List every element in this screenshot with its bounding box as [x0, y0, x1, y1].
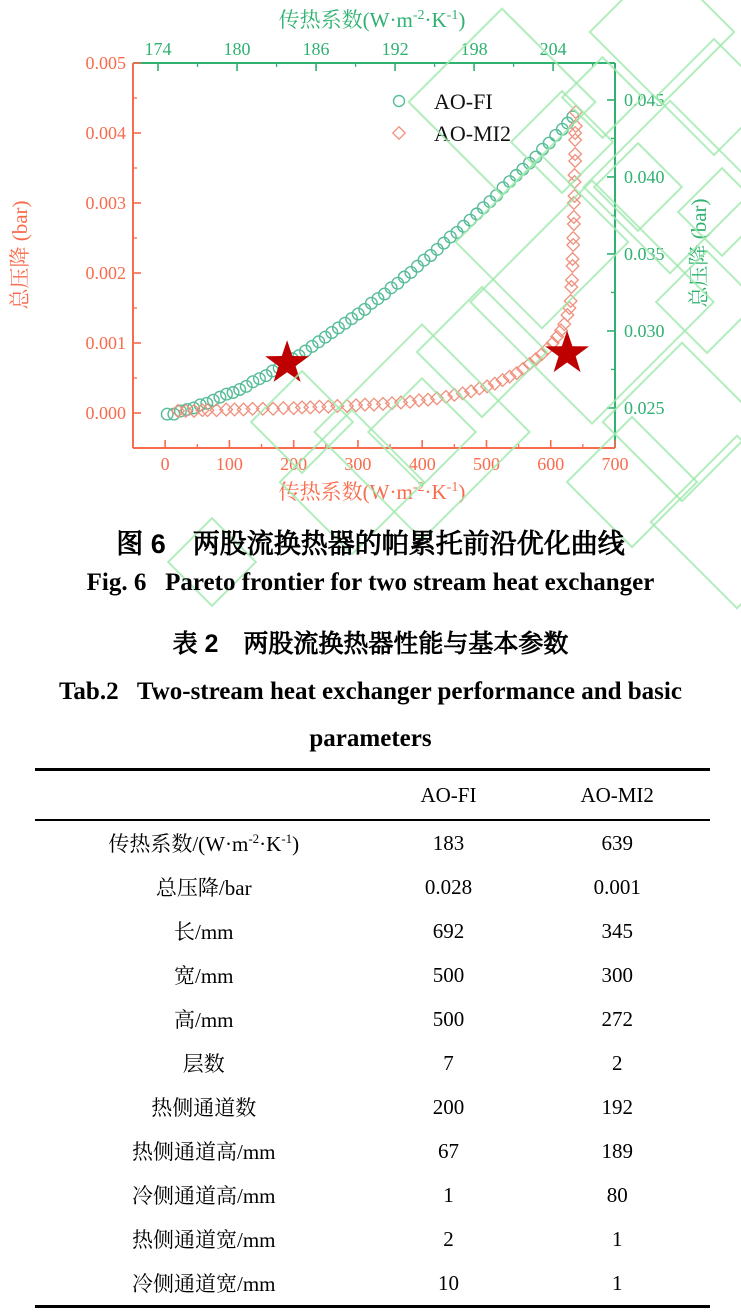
table-row	[35, 865, 710, 909]
cell-value: 500	[432, 1006, 465, 1031]
svg-text:0: 0	[160, 454, 170, 474]
cell-value: 0.001	[593, 874, 641, 899]
table-caption-en-line1: Tab.2 Two-stream heat exchanger performance and basic	[59, 678, 682, 705]
cell-value: 189	[601, 1138, 633, 1163]
row-label: 热侧通道数	[151, 1096, 257, 1120]
right-axis-title: 总压降 (bar)	[687, 198, 711, 308]
figure-caption-en: Fig. 6 Pareto frontier for two stream heat exchanger	[86, 569, 655, 596]
svg-text:0.004: 0.004	[85, 123, 126, 143]
svg-text:0.040: 0.040	[624, 166, 665, 187]
cell-value: 1	[443, 1182, 454, 1207]
bottom-axis-title: 传热系数$(W\cdot m^{-2}\cdot K^{-1})$	[278, 480, 466, 504]
row-label: 热侧通道宽/mm	[131, 1228, 276, 1252]
table-row	[35, 1129, 710, 1173]
cell-value: 272	[601, 1006, 633, 1031]
cell-value: 2	[443, 1226, 454, 1251]
cell-value: 639	[601, 830, 633, 855]
svg-text:200: 200	[280, 454, 308, 474]
cell-value: 80	[606, 1182, 628, 1207]
svg-text:0.003: 0.003	[85, 193, 126, 213]
table-row	[35, 1217, 710, 1261]
svg-text:198: 198	[460, 39, 488, 59]
table-caption-en	[0, 668, 741, 762]
table-row	[35, 953, 710, 997]
cell-value: 0.028	[424, 874, 473, 899]
svg-text:0.035: 0.035	[624, 243, 665, 264]
row-label: 长/mm	[173, 920, 234, 944]
svg-text:400: 400	[408, 454, 436, 474]
cell-value: 500	[432, 962, 465, 987]
cell-value: 200	[432, 1094, 465, 1119]
header-empty-cell	[35, 770, 373, 821]
row-label: 高/mm	[173, 1008, 234, 1032]
chart-legend	[393, 89, 511, 146]
cell-value: 1	[611, 1226, 623, 1251]
top-axis	[145, 39, 593, 71]
row-label: 冷侧通道宽/mm	[131, 1272, 276, 1296]
svg-text:204: 204	[539, 39, 567, 59]
top-axis-title: 传热系数$(W\cdot m^{-2}\cdot K^{-1})$	[278, 8, 466, 32]
table-caption-cn: 表 2 两股流换热器性能与基本参数	[172, 630, 569, 658]
row-label: 总压降/bar	[155, 876, 252, 900]
svg-text:174: 174	[144, 39, 172, 59]
pareto-chart	[0, 0, 741, 512]
svg-text:AO-FI: AO-FI	[434, 89, 493, 114]
row-label: 热侧通道高/mm	[131, 1140, 276, 1164]
svg-text:0.045: 0.045	[624, 89, 665, 110]
cell-value: 7	[443, 1050, 454, 1075]
plot-frame	[133, 63, 615, 448]
table-row	[35, 1085, 710, 1129]
header-ao-mi2: AO-MI2	[524, 770, 710, 821]
table-row	[35, 1173, 710, 1217]
header-ao-fi: AO-FI	[373, 770, 525, 821]
svg-text:600: 600	[537, 454, 565, 474]
table-row	[35, 1261, 710, 1307]
table-caption-en-line2: parameters	[309, 725, 432, 752]
cell-value: 1	[611, 1270, 623, 1295]
cell-value: 2	[611, 1050, 623, 1075]
table-row	[35, 1041, 710, 1085]
cell-value: 67	[437, 1138, 459, 1163]
svg-text:0.025: 0.025	[624, 397, 665, 418]
row-label: 层数	[182, 1052, 225, 1076]
cell-value: 183	[432, 830, 465, 855]
bottom-axis	[161, 440, 629, 474]
cell-value: 692	[432, 918, 465, 943]
svg-text:192: 192	[381, 39, 409, 59]
svg-text:700: 700	[601, 454, 629, 474]
svg-text:100: 100	[215, 454, 243, 474]
row-label: 宽/mm	[173, 964, 234, 988]
svg-text:300: 300	[344, 454, 372, 474]
table-row	[35, 820, 710, 865]
svg-text:0.000: 0.000	[85, 403, 126, 423]
cell-value: 345	[601, 918, 633, 943]
figure-caption-cn: 图 6 两股流换热器的帕累托前沿优化曲线	[116, 529, 625, 559]
svg-text:AO-MI2: AO-MI2	[434, 121, 511, 146]
svg-text:0.005: 0.005	[85, 53, 126, 73]
row-label: 传热系数$/(W\cdot m^{-2}\cdot K^{-1})$	[108, 831, 300, 856]
table-row	[35, 909, 710, 953]
series-AO-FI	[161, 111, 578, 420]
table-row	[35, 997, 710, 1041]
cell-value: 192	[601, 1094, 633, 1119]
left-axis-title: 总压降 (bar)	[8, 200, 32, 310]
cell-value: 10	[437, 1270, 459, 1295]
table-header-row	[35, 770, 710, 821]
series-AO-MI2	[172, 106, 582, 418]
svg-text:0.001: 0.001	[85, 333, 126, 353]
svg-text:0.002: 0.002	[85, 263, 126, 283]
svg-text:500: 500	[472, 454, 500, 474]
svg-text:186: 186	[302, 39, 330, 59]
cell-value: 300	[601, 962, 633, 987]
svg-text:180: 180	[223, 39, 251, 59]
row-label: 冷侧通道高/mm	[131, 1184, 276, 1208]
parameters-table	[35, 768, 710, 1308]
svg-text:0.030: 0.030	[624, 320, 665, 341]
